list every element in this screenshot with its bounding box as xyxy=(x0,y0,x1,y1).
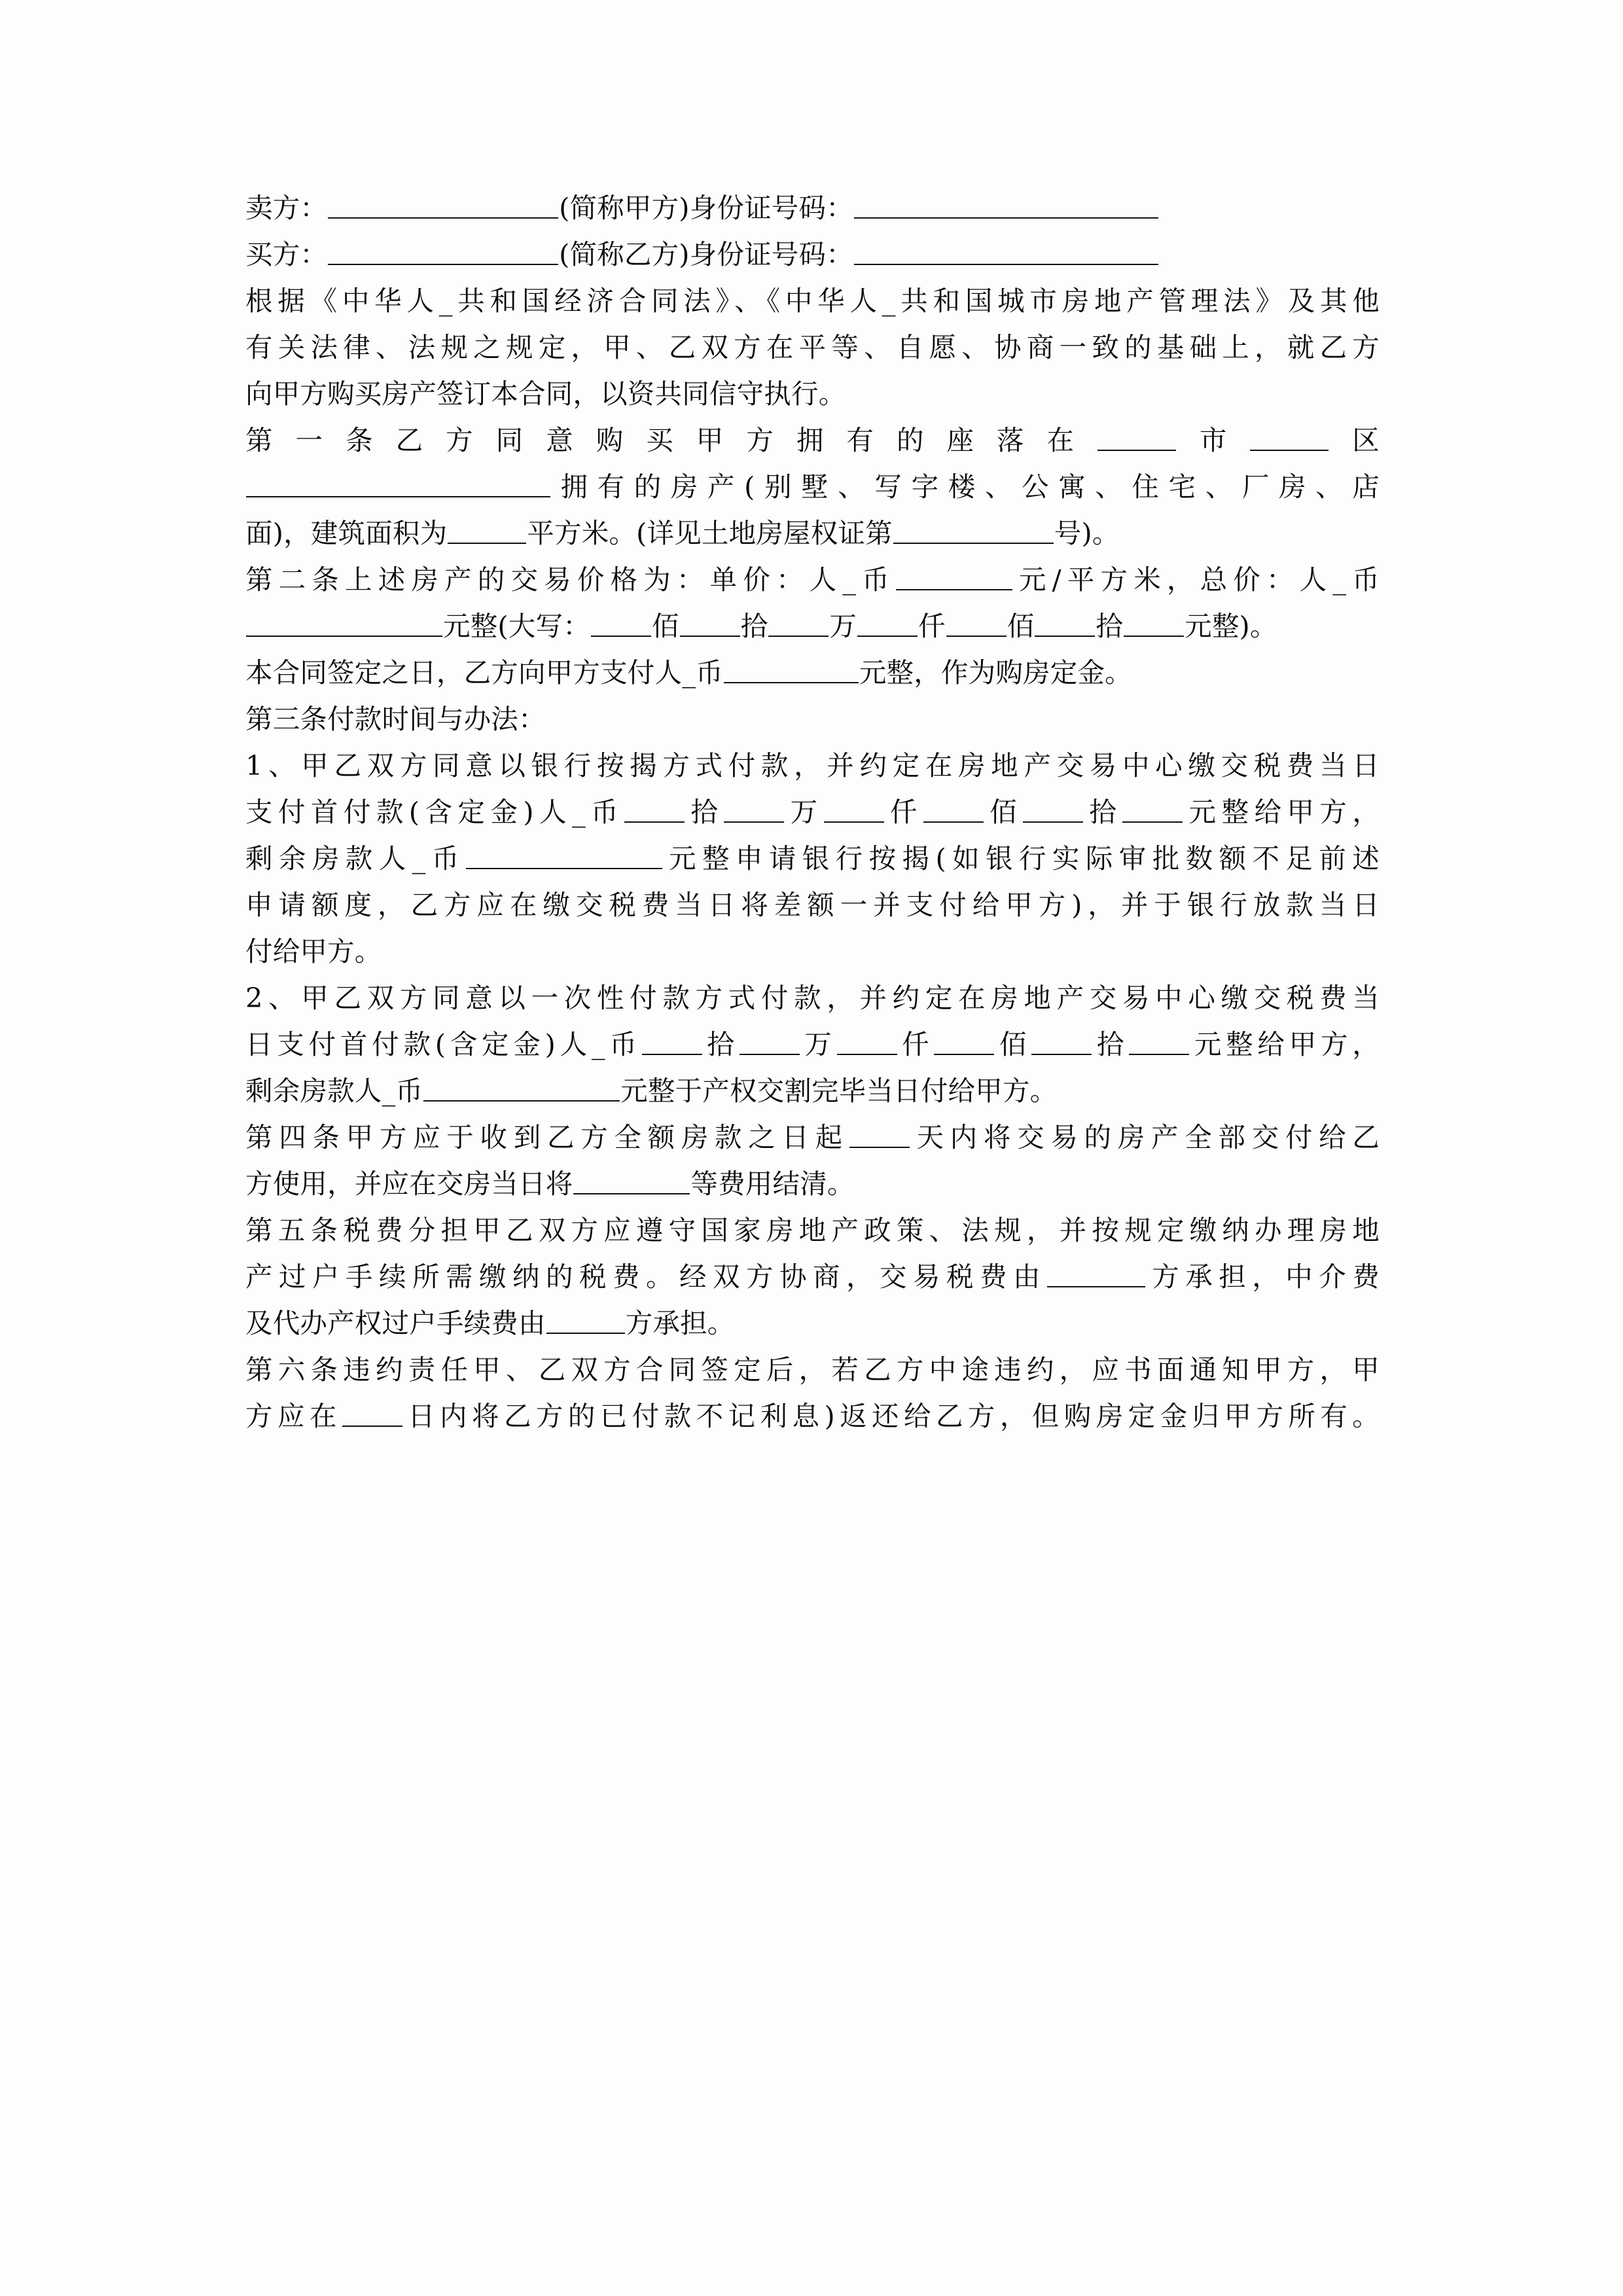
article-4-line-1 xyxy=(245,1114,1380,1160)
article-1-text-b: 拥有的房产(别墅、写字楼、公寓、住宅、厂房、店 xyxy=(551,471,1380,503)
address-blank[interactable] xyxy=(246,470,550,497)
article-2-text-a2: 元/平方米，总价：人_币 xyxy=(1013,564,1380,596)
item2-bai-blank[interactable] xyxy=(934,1028,994,1055)
unit-price-blank[interactable] xyxy=(896,563,1012,590)
amount-bai-1-blank[interactable] xyxy=(591,609,651,637)
article-2-line-1 xyxy=(245,556,1380,603)
item2-shi-1-label: 拾 xyxy=(702,1028,739,1060)
total-price-blank[interactable] xyxy=(246,609,442,637)
article-6-text-b2: 日内将乙方的已付款不记利息)返还给乙方，但购房定金归甲方所有。 xyxy=(402,1400,1380,1432)
item1-shi-1-blank[interactable] xyxy=(624,795,685,823)
item-1-text-c2: 元整申请银行按揭(如银行实际审批数额不足前述 xyxy=(662,842,1380,874)
contract-body xyxy=(245,185,1380,1439)
article-5-text-c1: 及代办产权过户手续费由 xyxy=(245,1307,546,1339)
certificate-number-blank[interactable] xyxy=(893,516,1054,544)
article-3-item-1-line-1: 1、甲乙双方同意以银行按揭方式付款，并约定在房地产交易中心缴交税费当日 xyxy=(245,749,1380,781)
item-1-text-b1: 支付首付款(含定金)人_币 xyxy=(245,796,624,828)
article-5-text-b2: 方承担，中介费 xyxy=(1146,1261,1380,1293)
buyer-id-blank[interactable] xyxy=(854,238,1158,265)
transfer-fee-bearer-blank[interactable] xyxy=(546,1306,625,1334)
item2-yuan-blank[interactable] xyxy=(1129,1028,1189,1055)
amount-wan-label: 万 xyxy=(829,610,857,642)
paragraph-seller xyxy=(245,185,1380,231)
article-5-line-3 xyxy=(245,1300,1380,1346)
item2-shi-2-blank[interactable] xyxy=(1031,1028,1092,1055)
item2-bai-label: 佰 xyxy=(995,1028,1031,1060)
item1-yuan-blank[interactable] xyxy=(1122,795,1183,823)
item1-wan-label: 万 xyxy=(785,796,823,828)
article-4-text-b1: 方使用，并应在交房当日将 xyxy=(245,1168,573,1200)
district-blank[interactable] xyxy=(1250,423,1329,451)
article-5-text-c2: 方承担。 xyxy=(625,1307,735,1339)
item2-shi-2-label: 拾 xyxy=(1092,1028,1129,1060)
article-6-line-1: 第六条违约责任甲、乙双方合同签定后，若乙方中途违约，应书面通知甲方，甲 xyxy=(245,1354,1380,1386)
district-label: 区 xyxy=(1329,424,1380,456)
item2-shi-1-blank[interactable] xyxy=(642,1028,702,1055)
item1-bai-label: 佰 xyxy=(984,796,1023,828)
amount-shi-1-label: 拾 xyxy=(740,610,768,642)
article-3-item-1-line-4: 申请额度，乙方应在缴交税费当日将差额一并支付给甲方)，并于银行放款当日 xyxy=(245,889,1380,921)
seller-name-blank[interactable] xyxy=(328,191,558,219)
article-2-text-b-end: 元整)。 xyxy=(1185,610,1277,642)
article-5-text-b1: 产过户手续所需缴纳的税费。经双方协商，交易税费由 xyxy=(245,1261,1046,1293)
refund-days-blank[interactable] xyxy=(342,1399,402,1427)
article-1-line-3 xyxy=(245,510,1380,556)
item-2-text-b1: 日支付首付款(含定金)人_币 xyxy=(245,1028,641,1060)
paragraph-buyer xyxy=(245,231,1380,278)
article-1-text-a: 第一条乙方同意购买甲方拥有的座落在 xyxy=(245,424,1097,456)
article-3-item-2-line-2 xyxy=(245,1021,1380,1067)
amount-shi-2-label: 拾 xyxy=(1096,610,1124,642)
article-3-item-2-line-3 xyxy=(245,1067,1380,1114)
amount-qian-blank[interactable] xyxy=(857,609,918,637)
item1-shi-2-label: 拾 xyxy=(1084,796,1122,828)
item1-qian-label: 仟 xyxy=(884,796,923,828)
article-2-line-2 xyxy=(245,603,1380,649)
amount-yuan-blank[interactable] xyxy=(1124,609,1184,637)
item-1-text-b-end: 元整给甲方， xyxy=(1183,796,1380,828)
handover-days-blank[interactable] xyxy=(849,1121,910,1148)
article-5-line-2 xyxy=(245,1253,1380,1300)
item1-qian-blank[interactable] xyxy=(824,795,884,823)
item1-shi-1-label: 拾 xyxy=(685,796,724,828)
seller-label: 卖方： xyxy=(245,192,328,224)
amount-bai-1-label: 佰 xyxy=(651,610,679,642)
article-3-item-2-line-1: 2、甲乙双方同意以一次性付款方式付款，并约定在房地产交易中心缴交税费当 xyxy=(245,982,1380,1014)
seller-mid-text: (简称甲方)身份证号码： xyxy=(559,192,853,224)
seller-id-blank[interactable] xyxy=(854,191,1158,219)
article-1-text-c3: 号)。 xyxy=(1054,517,1120,549)
amount-bai-2-blank[interactable] xyxy=(946,609,1007,637)
article-3-item-1-line-5: 付给甲方。 xyxy=(245,935,382,967)
item1-remaining-blank[interactable] xyxy=(466,842,662,869)
deposit-line xyxy=(245,649,1380,696)
article-4-text-a2: 天内将交易的房产全部交付给乙 xyxy=(910,1121,1380,1153)
tax-bearer-blank[interactable] xyxy=(1047,1260,1145,1287)
article-2-text-a1: 第二条上述房产的交易价格为：单价：人_币 xyxy=(245,564,895,596)
article-1-line-2 xyxy=(245,463,1380,510)
paragraph-legal-basis-1: 根据《中华人_共和国经济合同法》、《中华人_共和国城市房地产管理法》及其他 xyxy=(245,285,1380,317)
amount-shi-2-blank[interactable] xyxy=(1035,609,1095,637)
amount-bai-2-label: 佰 xyxy=(1007,610,1035,642)
buyer-name-blank[interactable] xyxy=(328,238,558,265)
item2-qian-blank[interactable] xyxy=(837,1028,897,1055)
item2-remaining-blank[interactable] xyxy=(423,1074,620,1102)
city-blank[interactable] xyxy=(1097,423,1176,451)
area-blank[interactable] xyxy=(448,516,526,544)
article-4-text-b2: 等费用结清。 xyxy=(690,1168,855,1200)
article-1-line-1 xyxy=(245,417,1380,463)
article-6-line-2 xyxy=(245,1393,1380,1439)
item-2-text-b-end: 元整给甲方， xyxy=(1190,1028,1380,1060)
deposit-text-2: 元整，作为购房定金。 xyxy=(859,656,1132,689)
deposit-amount-blank[interactable] xyxy=(724,656,859,683)
article-3-title: 第三条付款时间与办法： xyxy=(245,703,546,735)
document-content xyxy=(245,0,1380,1439)
paragraph-legal-basis-3: 向甲方购买房产签订本合同，以资共同信守执行。 xyxy=(245,378,846,410)
article-6-text-b1: 方应在 xyxy=(245,1400,342,1432)
item-1-text-c1: 剩余房款人_币 xyxy=(245,842,465,874)
amount-qian-label: 仟 xyxy=(918,610,946,642)
article-3-item-1-line-3 xyxy=(245,835,1380,882)
buyer-label: 买方： xyxy=(245,238,328,270)
item2-wan-blank[interactable] xyxy=(740,1028,800,1055)
article-1-text-c1: 面)，建筑面积为 xyxy=(245,517,448,549)
deposit-text-1: 本合同签定之日，乙方向甲方支付人_币 xyxy=(245,656,723,689)
city-label: 市 xyxy=(1177,424,1250,456)
item-2-text-c1: 剩余房款人_币 xyxy=(245,1075,423,1107)
item-2-text-c2: 元整于产权交割完毕当日付给甲方。 xyxy=(620,1075,1058,1107)
article-1-text-c2: 平方米。(详见土地房屋权证第 xyxy=(527,517,893,549)
item1-wan-blank[interactable] xyxy=(724,795,784,823)
article-2-text-b1: 元整(大写： xyxy=(443,610,590,642)
article-4-line-2 xyxy=(245,1160,1380,1207)
item1-shi-2-blank[interactable] xyxy=(1023,795,1083,823)
item2-qian-label: 仟 xyxy=(897,1028,934,1060)
amount-wan-blank[interactable] xyxy=(768,609,829,637)
item2-wan-label: 万 xyxy=(800,1028,836,1060)
article-3-item-1-line-2 xyxy=(245,789,1380,835)
amount-shi-1-blank[interactable] xyxy=(680,609,740,637)
paragraph-legal-basis-2: 有关法律、法规之规定，甲、乙双方在平等、自愿、协商一致的基础上，就乙方 xyxy=(245,331,1380,363)
settlement-fees-blank[interactable] xyxy=(573,1167,690,1194)
article-4-text-a1: 第四条甲方应于收到乙方全额房款之日起 xyxy=(245,1121,849,1153)
item1-bai-blank[interactable] xyxy=(923,795,984,823)
article-5-line-1: 第五条税费分担甲乙双方应遵守国家房地产政策、法规，并按规定缴纳办理房地 xyxy=(245,1214,1380,1246)
buyer-mid-text: (简称乙方)身份证号码： xyxy=(559,238,853,270)
